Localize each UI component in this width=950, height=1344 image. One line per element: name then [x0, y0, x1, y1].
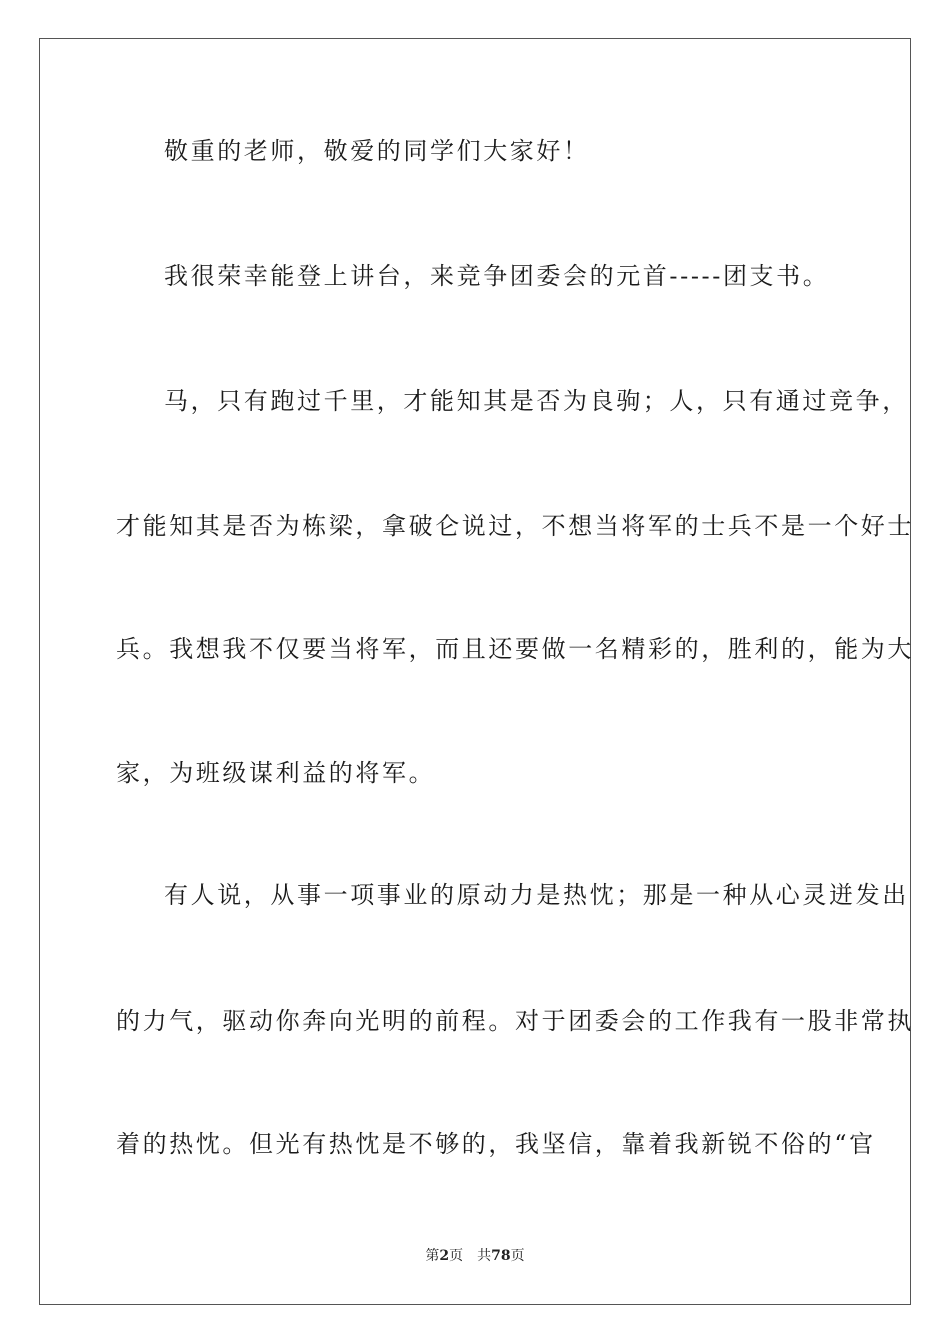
paragraph-line-2: 我很荣幸能登上讲台，来竞争团委会的元首-----团支书。 [164, 262, 830, 290]
page-footer [0, 1247, 950, 1265]
paragraph-line-6: 家，为班级谋利益的将军。 [116, 759, 436, 787]
page-number: 2 [439, 1248, 450, 1264]
page-prefix: 第 [425, 1248, 440, 1264]
total-suffix: 页 [510, 1248, 525, 1264]
page-suffix: 页 [449, 1248, 464, 1264]
total-pages: 78 [491, 1248, 511, 1264]
paragraph-line-5: 兵。我想我不仅要当将军，而且还要做一名精彩的，胜利的，能为大 [116, 635, 914, 663]
paragraph-line-7: 有人说，从事一项事业的原动力是热忱；那是一种从心灵迸发出 [164, 881, 909, 909]
page-border [39, 38, 911, 1305]
paragraph-line-4: 才能知其是否为栋梁，拿破仑说过，不想当将军的士兵不是一个好士 [116, 512, 914, 540]
paragraph-line-9: 着的热忱。但光有热忱是不够的，我坚信，靠着我新锐不俗的“官 [116, 1130, 876, 1158]
paragraph-line-8: 的力气，驱动你奔向光明的前程。对于团委会的工作我有一股非常执 [116, 1007, 914, 1035]
total-prefix: 共 [477, 1248, 492, 1264]
paragraph-line-1: 敬重的老师，敬爱的同学们大家好！ [164, 137, 590, 165]
paragraph-line-3: 马，只有跑过千里，才能知其是否为良驹；人，只有通过竞争， [164, 387, 909, 415]
